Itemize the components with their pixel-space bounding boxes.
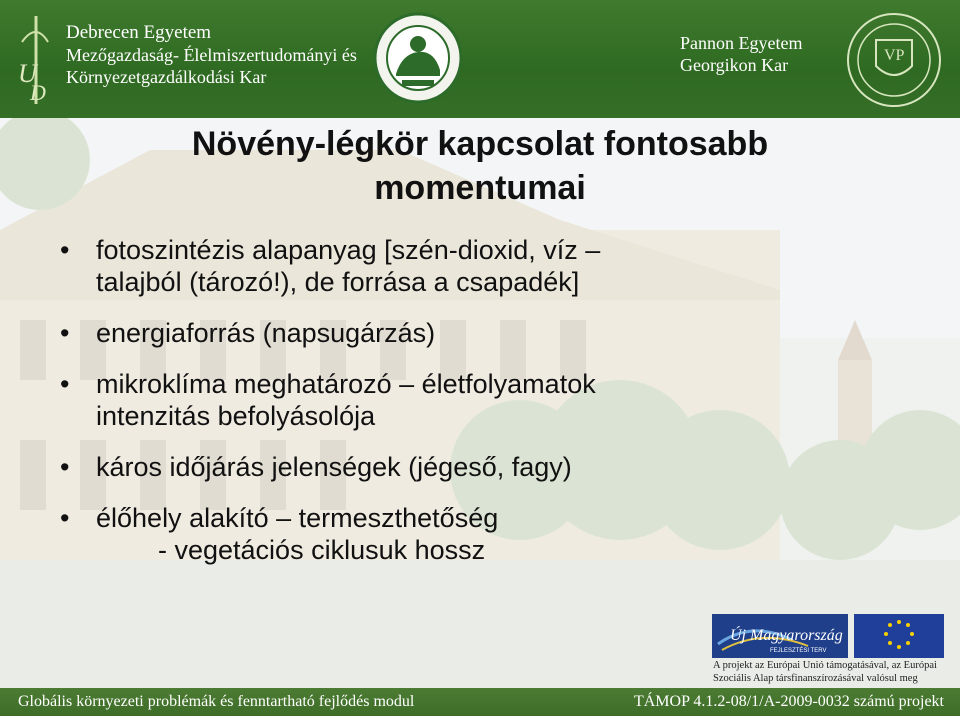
bullet-text: mikroklíma meghatározó – életfolyamatok [96,369,596,399]
svg-text:U: U [18,59,37,88]
bullet-text: talajból (tározó!), de forrása a csapadék] [96,267,580,297]
header-right-line1: Pannon Egyetem [680,33,803,53]
bullet-text: fotoszintézis alapanyag [szén-dioxid, víz – [96,235,601,265]
bullet-text: élőhely alakító – termeszthetőség [96,503,499,533]
sponsor-logos [712,614,944,660]
bullet-text: káros időjárás jelenségek (jégeső, fagy) [96,452,572,482]
debrecen-university-logo-icon [14,12,54,108]
header-right-line2: Georgikon Kar [680,55,789,75]
bullet-dot-icon: • [60,369,70,399]
svg-text:D: D [30,80,46,105]
footer-module-title: Globális környezeti problémák és fenntartható fejlődés modul [18,693,415,710]
sponsor-logo-title: Új Magyarország [730,627,843,644]
header-band [0,0,960,118]
bullet-dot-icon: • [60,452,70,482]
svg-text:VP: VP [884,47,905,64]
bullet-item [60,234,920,298]
bullet-text: intenzitás befolyásolója [96,401,376,431]
footer-project-id: TÁMOP 4.1.2-08/1/A-2009-0032 számú projekt [633,693,944,710]
header-left-text [66,22,357,88]
bullet-item [60,317,920,349]
sponsor-caption: A projekt az Európai Unió támogatásával, az Európai Szociális Alap társfinanszírozásával valósul meg [713,660,937,684]
bullet-item [60,368,920,432]
bullet-subline: - vegetációs ciklusuk hossz [158,535,486,565]
header-left-line1: Debrecen Egyetem [66,22,212,43]
slide-title-line1: Növény-légkör kapcsolat fontosabb [191,125,769,163]
bullet-dot-icon: • [60,503,70,533]
header-left-line2: Mezőgazdaság- Élelmiszertudományi és [66,45,357,65]
bullet-item [60,451,920,483]
bullet-text: energiaforrás (napsugárzás) [96,318,436,348]
bullet-list [60,234,920,566]
bullet-item [60,502,920,534]
slide-title [0,122,960,210]
pannon-university-seal-icon [842,10,946,110]
header-left-line3: Környezetgazdálkodási Kar [66,67,267,87]
bullet-dot-icon: • [60,318,70,348]
sponsor-logo-subtitle: FEJLESZTÉSI TERV [770,648,827,654]
bullet-dot-icon: • [60,235,70,265]
slide-title-line2: momentumai [374,169,586,207]
faculty-seal-icon [372,10,464,106]
header-right-text [680,32,802,76]
footer-band [0,688,960,716]
